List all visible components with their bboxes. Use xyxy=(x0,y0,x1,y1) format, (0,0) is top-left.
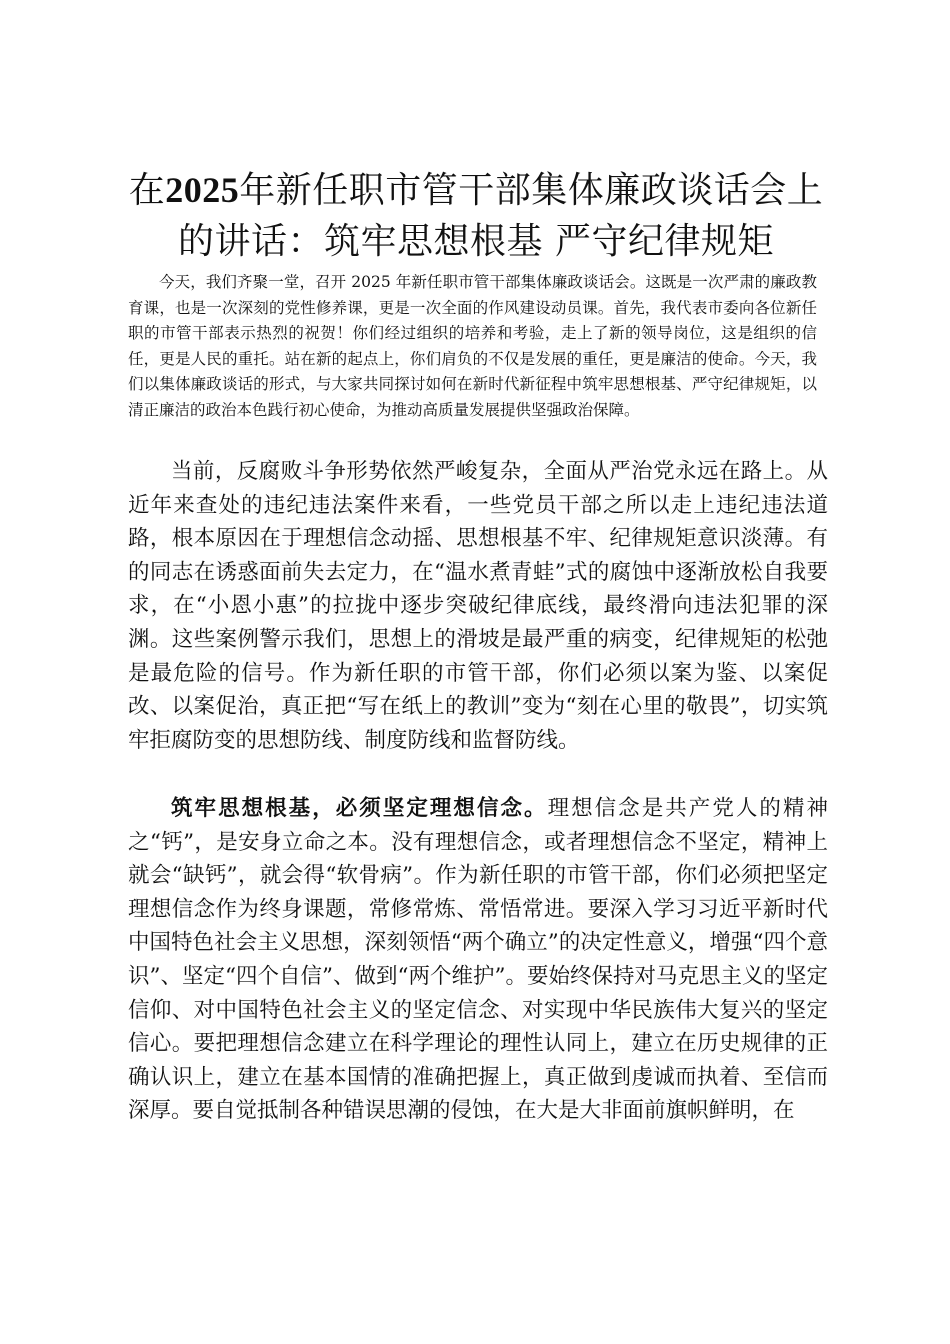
body-paragraph-2 xyxy=(128,792,828,1128)
title-rest: 年新任职市管干部集体廉政谈话会上的讲话：筑牢思想根基 严守纪律规矩 xyxy=(178,170,824,262)
title-prefix: 在 xyxy=(128,170,166,211)
paragraph-body-text: 理想信念是共产党人的精神之“钙”，是安身立命之本。没有理想信念，或者理想信念不坚定，精神上就会“缺钙”，就会得“软骨病”。作为新任职的市管干部，你们必须把坚定理想信念作为终身课题，常修常炼、常悟常进。要深入学习习近平新时代中国特色社会主义思想，深刻领悟“两个确立”的决定性意义，增强“四个意识”、坚定“四个自信”、做到“两个维护”。要始终保持对马克思主义的坚定信仰、对中国特色社会主义的坚定信念、对实现中华民族伟大复兴的坚定信心。要把理想信念建立在科学理论的理性认同上，建立在历史规律的正确认识上，建立在基本国情的准确把握上，真正做到虔诚而执着、至信而深厚。要自觉抵制各种错误思潮的侵蚀，在大是大非面前旗帜鲜明，在 xyxy=(128,796,828,1124)
intro-paragraph: 今天，我们齐聚一堂，召开 2025 年新任职市管干部集体廉政谈话会。这既是一次严肃的廉政教育课，也是一次深刻的党性修养课，更是一次全面的作风建设动员课。首先，我代表市委向各位新任职的市管干部表示热烈的祝贺！你们经过组织的培养和考验，走上了新的领导岗位，这是组织的信任，更是人民的重托。站在新的起点上，你们肩负的不仅是发展的重任，更是廉洁的使命。今天，我们以集体廉政谈话的形式，与大家共同探讨如何在新时代新征程中筑牢思想根基、严守纪律规矩，以清正廉洁的政治本色践行初心使命，为推动高质量发展提供坚强政治保障。 xyxy=(128,273,817,419)
body-paragraph-1: 当前，反腐败斗争形势依然严峻复杂，全面从严治党永远在路上。从近年来查处的违纪违法案件来看，一些党员干部之所以走上违纪违法道路，根本原因在于理想信念动摇、思想根基不牢、纪律规矩意识淡薄。有的同志在诱惑面前失去定力，在“温水煮青蛙”式的腐蚀中逐渐放松自我要求，在“小恩小惠”的拉拢中逐步突破纪律底线，最终滑向违法犯罪的深渊。这些案例警示我们，思想上的滑坡是最严重的病变，纪律规矩的松弛是最危险的信号。作为新任职的市管干部，你们必须以案为鉴、以案促改、以案促治，真正把“写在纸上的教训”变为“刻在心里的敬畏”，切实筑牢拒腐防变的思想防线、制度防线和监督防线。 xyxy=(128,459,828,753)
document-title xyxy=(120,165,832,267)
title-year: 2025 xyxy=(165,170,240,210)
paragraph-lead-heading: 筑牢思想根基，必须坚定理想信念。 xyxy=(171,796,548,821)
